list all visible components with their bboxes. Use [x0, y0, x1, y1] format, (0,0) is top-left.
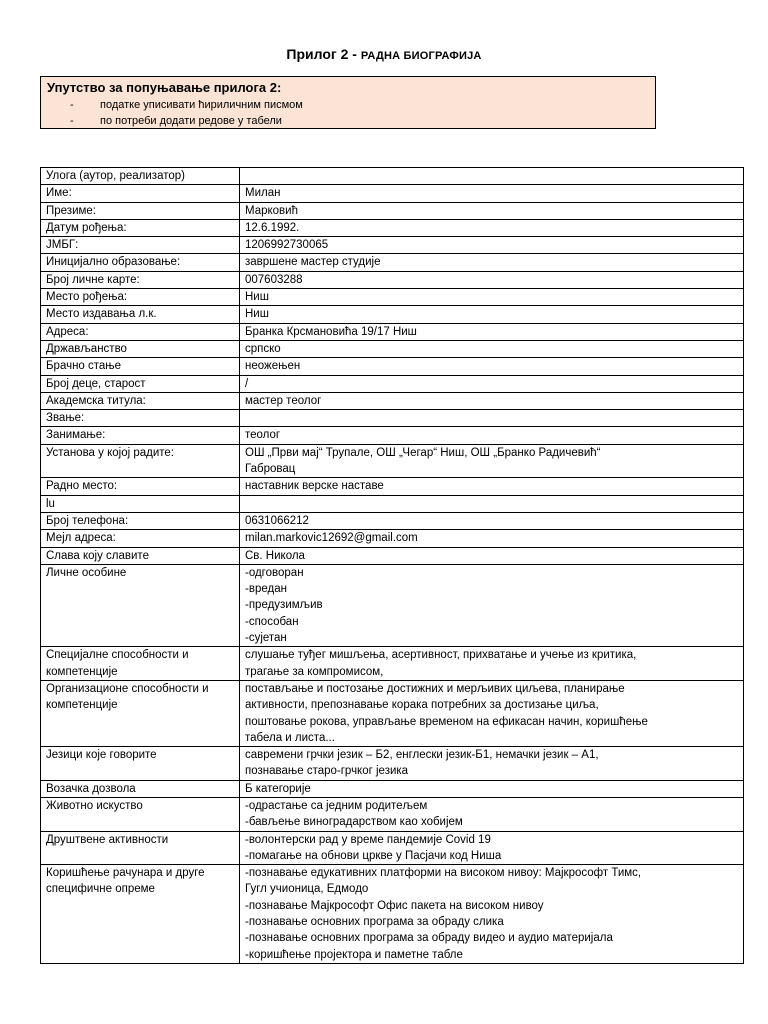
biography-table [40, 167, 744, 964]
field-label: Брачно стање [41, 358, 240, 375]
table-row [41, 254, 744, 271]
field-value: -одговоран -вредан -предузимљив -способан -сујетан [240, 564, 744, 646]
table-row [41, 185, 744, 202]
table-row [41, 564, 744, 646]
field-value: Марковић [240, 202, 744, 219]
field-label: Возачка дозвола [41, 780, 240, 797]
field-value: / [240, 375, 744, 392]
field-value: 12.6.1992. [240, 219, 744, 236]
table-row [41, 289, 744, 306]
field-value [240, 495, 744, 512]
field-value: -волонтерски рад у време пандемије Covid 19 -помагање на обнови цркве у Пасјачи код Ниша [240, 831, 744, 865]
table-row [41, 358, 744, 375]
field-label: Радно место: [41, 478, 240, 495]
table-row [41, 427, 744, 444]
dash-bullet: - [70, 115, 74, 127]
instructions-list [47, 97, 649, 129]
table-row [41, 478, 744, 495]
field-label: Број телефона: [41, 512, 240, 529]
field-value: Б категорије [240, 780, 744, 797]
field-value [240, 410, 744, 427]
instructions-title: Упутство за попуњавање прилога 2: [47, 80, 282, 95]
title-main: Прилог 2 - [286, 46, 357, 62]
instruction-item [47, 113, 649, 129]
field-label: Адреса: [41, 323, 240, 340]
field-value: -познавање едукативних платформи на високом нивоу: Мајкрософт Тимс, Гугл учионица, Едмодо -познавање Мајкрософт Офис пакета на високом нивоу -познавање основних програма за обраду слика -познавање основних програма за обраду видео и аудио материјала -коришћење пројектора и паметне табле [240, 865, 744, 964]
table-row [41, 865, 744, 964]
field-label: Звање: [41, 410, 240, 427]
field-value: Ниш [240, 289, 744, 306]
table-row [41, 375, 744, 392]
instruction-text: по потреби додати редове у табели [100, 115, 282, 127]
field-value: слушање туђег мишљења, асертивност, прихватање и учење из критика, трагање за компромисом, [240, 647, 744, 681]
field-value: Св. Никола [240, 547, 744, 564]
instruction-text: податке уписивати ћириличним писмом [100, 99, 303, 111]
table-row [41, 797, 744, 831]
field-label: Држављанство [41, 340, 240, 357]
field-label: lu [41, 495, 240, 512]
field-value: постављање и постозање достижних и мерљивих циљева, планирање активности, препознавање корака потребних за достизање циља, поштовање рокова, управљање временом на ефикасан начин, коришћење табела и листа... [240, 680, 744, 746]
field-label: Организационе способности и компетенције [41, 680, 240, 746]
table-row [41, 647, 744, 681]
instructions-box [40, 76, 656, 129]
field-label: Слава коју славите [41, 547, 240, 564]
field-value: milan.markovic12692@gmail.com [240, 530, 744, 547]
table-row [41, 271, 744, 288]
field-value: Ниш [240, 306, 744, 323]
field-value: савремени грчки језик – Б2, енглески језик-Б1, немачки језик – А1, познавање старо-грчког језика [240, 747, 744, 781]
page-title [0, 46, 768, 62]
table-row [41, 530, 744, 547]
field-label: Језици које говорите [41, 747, 240, 781]
table-row [41, 306, 744, 323]
table-row [41, 512, 744, 529]
table-row [41, 340, 744, 357]
table-row [41, 168, 744, 185]
field-value: Бранка Крсмановића 19/17 Ниш [240, 323, 744, 340]
field-value: српско [240, 340, 744, 357]
table-row [41, 410, 744, 427]
field-label: ЈМБГ: [41, 237, 240, 254]
field-value: ОШ „Први мај“ Трупале, ОШ „Чегар“ Ниш, ОШ „Бранко Радичевић“ Габровац [240, 444, 744, 478]
field-value: завршене мастер студије [240, 254, 744, 271]
field-label: Датум рођења: [41, 219, 240, 236]
table-row [41, 680, 744, 746]
field-label: Презиме: [41, 202, 240, 219]
field-value: неожењен [240, 358, 744, 375]
table-row [41, 219, 744, 236]
field-value: теолог [240, 427, 744, 444]
table-row [41, 747, 744, 781]
field-label: Занимање: [41, 427, 240, 444]
table-row [41, 495, 744, 512]
field-value: 007603288 [240, 271, 744, 288]
field-label: Место рођења: [41, 289, 240, 306]
table-row [41, 323, 744, 340]
field-label: Друштвене активности [41, 831, 240, 865]
field-label: Место издавања л.к. [41, 306, 240, 323]
table-row [41, 202, 744, 219]
table-row [41, 392, 744, 409]
field-label: Установа у којој радите: [41, 444, 240, 478]
table-row [41, 780, 744, 797]
field-label: Број деце, старост [41, 375, 240, 392]
field-value: наставник верске наставе [240, 478, 744, 495]
field-value: Милан [240, 185, 744, 202]
field-value: 1206992730065 [240, 237, 744, 254]
field-label: Специјалне способности и компетенције [41, 647, 240, 681]
field-value: -одрастање са једним родитељем -бављење виноградарством као хобијем [240, 797, 744, 831]
field-label: Академска титула: [41, 392, 240, 409]
field-label: Мејл адреса: [41, 530, 240, 547]
dash-bullet: - [70, 99, 74, 111]
table-row [41, 237, 744, 254]
title-subtitle: РАДНА БИОГРАФИЈА [360, 50, 482, 62]
field-label: Животно искуство [41, 797, 240, 831]
table-row [41, 444, 744, 478]
field-label: Коришћење рачунара и друге специфичне опреме [41, 865, 240, 964]
field-label: Име: [41, 185, 240, 202]
field-value: 0631066212 [240, 512, 744, 529]
instruction-item [47, 97, 649, 113]
table-row [41, 831, 744, 865]
field-label: Иницијално образовање: [41, 254, 240, 271]
field-value [240, 168, 744, 185]
field-label: Улога (аутор, реализатор) [41, 168, 240, 185]
field-label: Број личне карте: [41, 271, 240, 288]
table-row [41, 547, 744, 564]
field-value: мастер теолог [240, 392, 744, 409]
field-label: Личне особине [41, 564, 240, 646]
